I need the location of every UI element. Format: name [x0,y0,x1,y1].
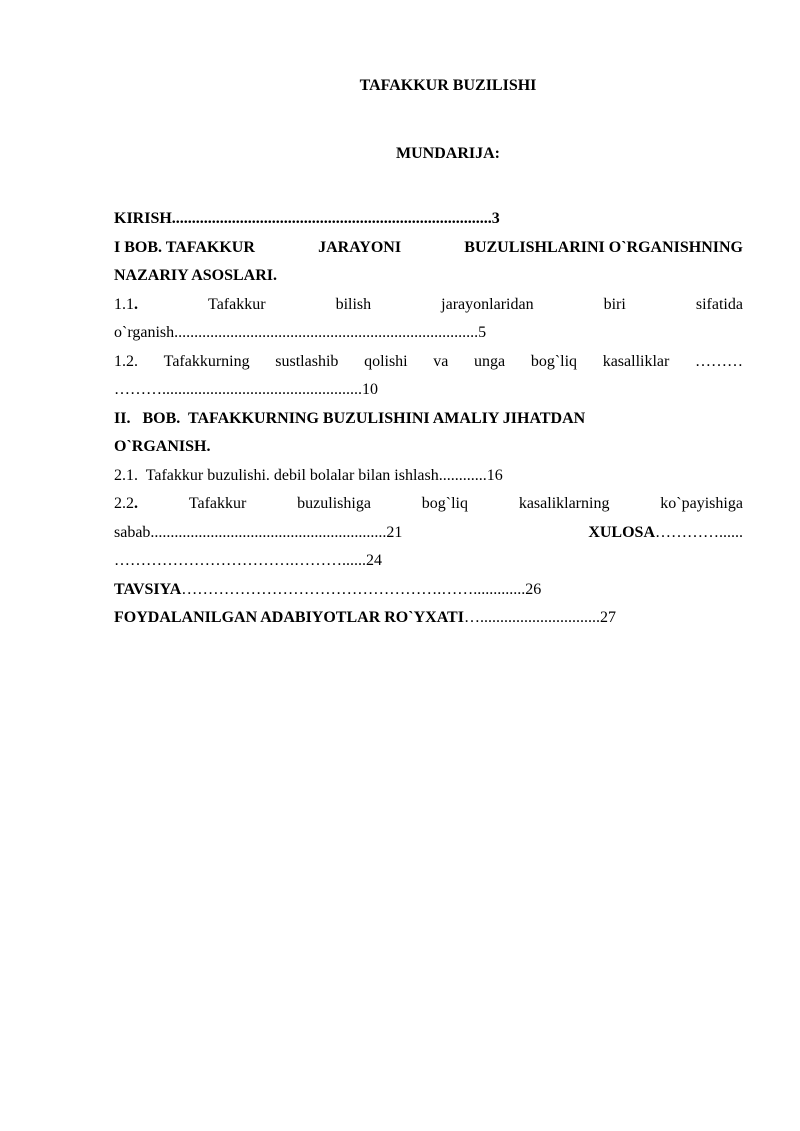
toc-chapter-2-line-1: II. BOB. TAFAKKURNING BUZULISHINI AMALIY JIHATDAN [114,409,586,427]
toc-entry-tavsiya: TAVSIYA………………………………………….…….............26 [114,580,542,598]
toc-word: ko`payishiga [660,495,743,512]
toc-word: I BOB. TAFAKKUR [114,238,255,256]
table-of-contents [114,205,743,633]
toc-section-number: 1.1. [114,295,138,313]
toc-word: buzulishiga [297,495,371,512]
toc-word: biri [603,295,626,313]
toc-section-1-2-line-1 [114,348,743,377]
toc-entry-xulosa: XULOSA…………...... [588,523,743,541]
toc-word: jarayonlaridan [441,295,534,313]
toc-entry-kirish: KIRISH................................................................................3 [114,210,500,227]
toc-word: Tafakkur [208,295,266,313]
toc-section-2-2-line-1 [114,490,743,519]
toc-word: kasalliklar [602,352,670,370]
toc-word: bog`liq [530,352,578,370]
toc-word: sifatida [695,295,743,313]
toc-section-1-1-line-1 [114,291,743,320]
toc-word: BUZULISHLARINI O`RGANISHNING [464,238,743,256]
toc-chapter-1-line-2: NAZARIY ASOSLARI. [114,267,277,284]
toc-word: va [433,352,449,370]
toc-chapter-2-line-2: O`RGANISH. [114,438,211,455]
toc-chapter-1-line-1 [114,234,743,263]
toc-word: bilish [335,295,372,313]
document-title: TAFAKKUR BUZILISHI [359,77,537,94]
toc-word: qolishi [364,352,408,370]
toc-word: Tafakkurning [163,352,250,370]
toc-section-2-2-line-2 [114,519,743,548]
toc-section-2-2-tail: sabab...........................................................21 [114,523,403,541]
toc-word: bog`liq [421,495,468,512]
toc-entry-foydalanilgan-adabiyotlar: FOYDALANILGAN ADABIYOTLAR RO`YXATI…..............................27 [114,609,616,626]
toc-word: 1.2. [114,352,138,370]
toc-word: ……… [694,352,743,370]
toc-section-2-1: 2.1. Tafakkur buzulishi. debil bolalar bilan ishlash............16 [114,466,503,484]
toc-word: kasaliklarning [518,495,610,512]
toc-entry-xulosa-line-2: …………………………….………......24 [114,552,382,569]
toc-word: Tafakkur [188,495,247,512]
toc-section-1-2-line-2: ………..................................................10 [114,381,378,398]
toc-heading: MUNDARIJA: [396,145,500,162]
toc-section-1-1-line-2: o`rganish............................................................................5 [114,324,487,341]
toc-section-number: 2.2. [114,495,138,512]
toc-word: JARAYONI [318,238,402,256]
toc-word: unga [474,352,506,370]
toc-word: sustlashib [275,352,339,370]
